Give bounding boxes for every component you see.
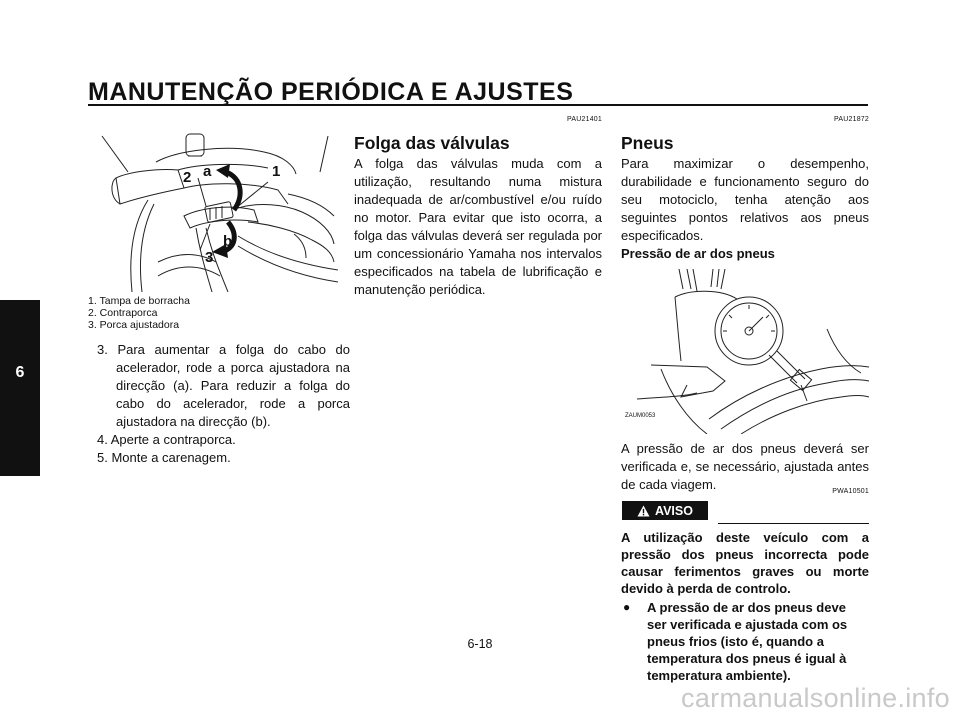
tire-gauge-illustration <box>621 269 869 434</box>
watermark: carmanualsonline.info <box>681 683 950 713</box>
page-number: 6-18 <box>467 637 493 651</box>
section-title-tires: Pneus <box>621 133 674 153</box>
throttle-cable-figure <box>88 112 350 295</box>
list-item: 4. Aperte a contraporca. <box>97 432 236 447</box>
figure-caption-3: 3. Porca ajustadora <box>88 319 180 331</box>
right-column <box>621 112 869 684</box>
middle-column <box>354 112 602 299</box>
section-title-valve-clearance: Folga das válvulas <box>354 133 510 153</box>
chapter-tab <box>0 300 40 476</box>
figure-label-2: 2 <box>183 169 192 186</box>
header-rule <box>88 104 868 106</box>
warning-header <box>621 499 869 521</box>
warning-rule <box>718 523 869 524</box>
warning-triangle-icon <box>637 505 650 517</box>
warning-label: AVISO <box>655 503 693 518</box>
figure-label-b: b <box>223 233 233 250</box>
left-column <box>88 112 350 467</box>
tire-pressure-text: A pressão de ar dos pneus deverá ser verificada e, se necessário, ajustada antes de cada viagem. <box>621 441 869 492</box>
figure-label-3: 3 <box>205 249 214 266</box>
tire-pressure-subheading: Pressão de ar dos pneus <box>621 246 775 261</box>
figure-label-1: 1 <box>272 163 281 180</box>
tires-intro-text: Para maximizar o desempenho, durabilidade e funcionamento seguro do seu motociclo, tenha atenção aos seguintes pontos relativos aos pneus especificados. <box>621 156 869 243</box>
figure-label-a: a <box>203 163 212 180</box>
throttle-cable-illustration <box>88 112 350 295</box>
figure-caption-2: 2. Contraporca <box>88 307 158 319</box>
warning-code: PWA10501 <box>832 488 869 495</box>
figure-code: ZAUM0053 <box>625 413 656 419</box>
procedure-steps <box>88 341 350 467</box>
page-title: MANUTENÇÃO PERIÓDICA E AJUSTES <box>88 78 574 106</box>
section-code: PAU21872 <box>834 116 869 123</box>
warning-bullet-text: A pressão de ar dos pneus deve ser verificada e ajustada com os pneus frios (isto é, quando a temperatura dos pneus é igual à temperatura ambiente). <box>647 600 848 683</box>
list-item: 5. Monte a carenagem. <box>97 450 231 465</box>
tire-gauge-figure <box>621 269 869 434</box>
figure-caption-1: 1. Tampa de borracha <box>88 295 190 307</box>
warning-text: A utilização deste veículo com a pressão dos pneus incorrecta pode causar ferimentos graves ou morte devido à perda de controlo. <box>621 530 869 596</box>
list-item: 3. Para aumentar a folga do cabo do acelerador, rode a porca ajustadora na direcção (a). Para reduzir a folga do cabo do acelerador, rode a porca ajustadora na direcção (b). <box>97 342 350 429</box>
bullet-icon: ● <box>623 600 631 614</box>
section-code: PAU21401 <box>567 116 602 123</box>
warning-badge <box>622 501 708 520</box>
chapter-tab-label: 6 <box>15 364 25 381</box>
valve-clearance-text: A folga das válvulas muda com a utilização, resultando numa mistura inadequada de ar/combustível e/ou ruído no motor. Para evitar que isto ocorra, a folga das válvulas deverá ser regulada por um concessionário Yamaha nos intervalos especificados na tabela de lubrificação e manutenção periódica. <box>354 156 602 297</box>
